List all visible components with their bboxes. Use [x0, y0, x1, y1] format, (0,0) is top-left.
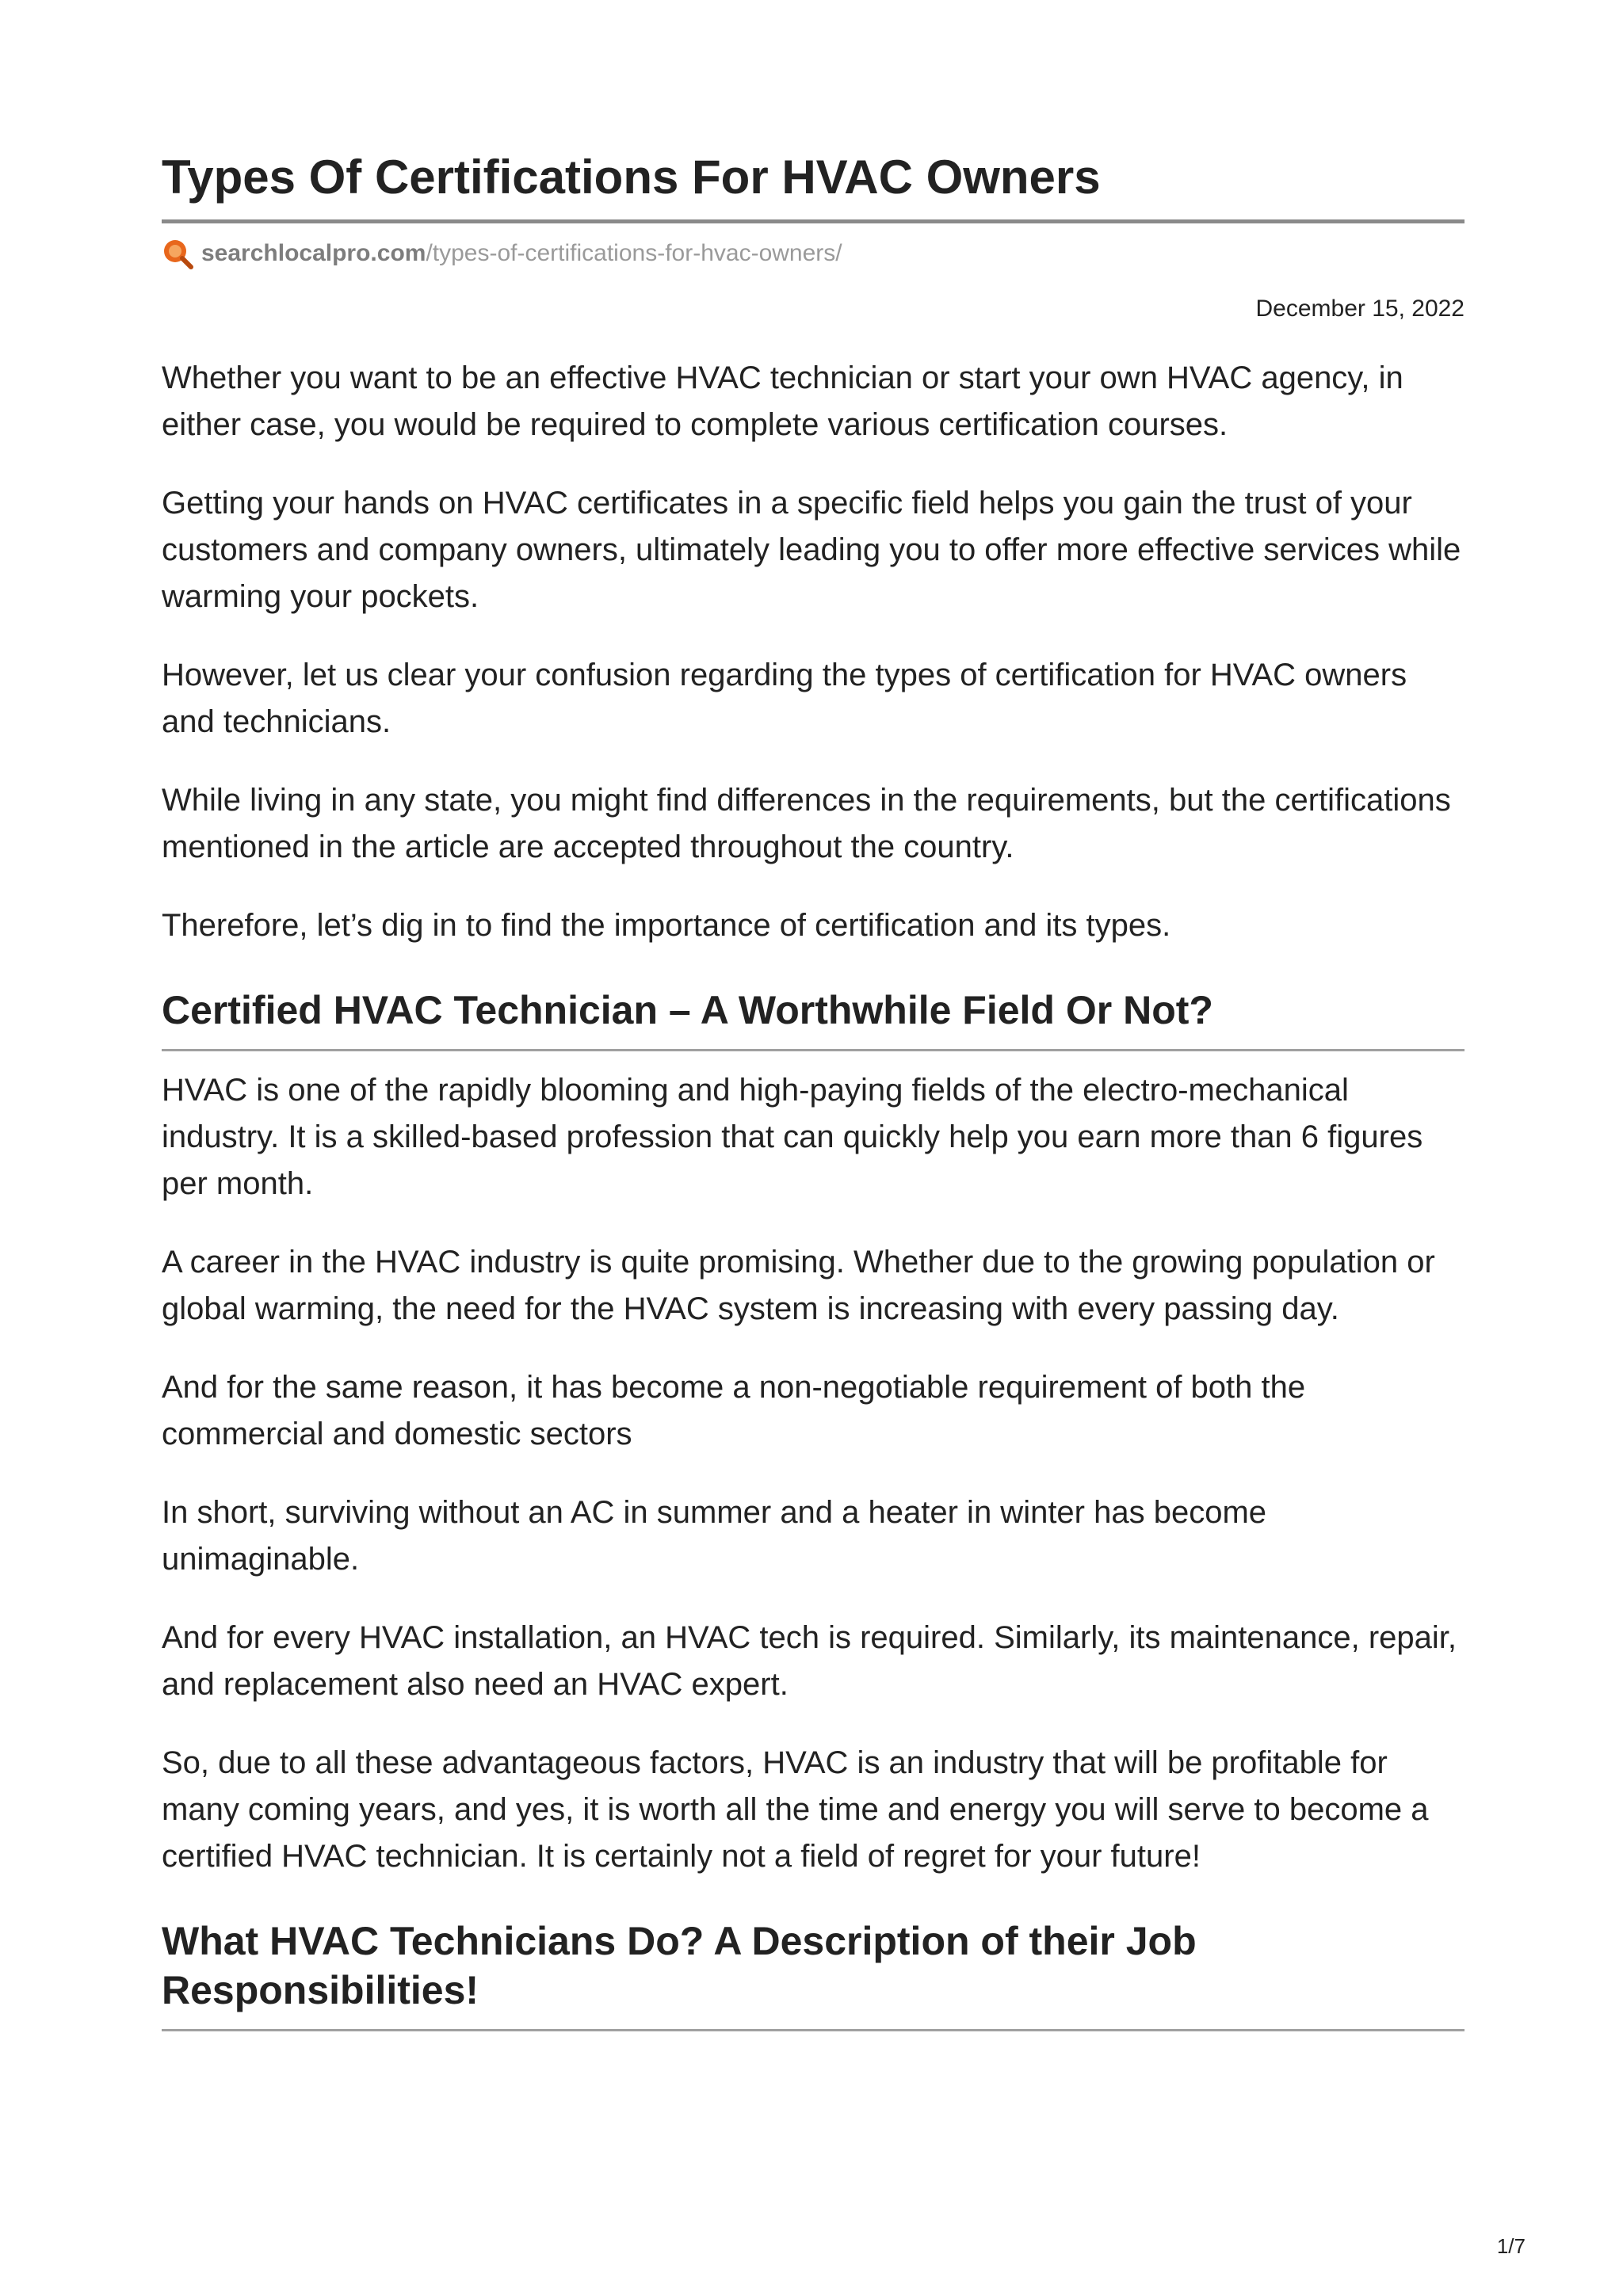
source-line [162, 236, 1465, 271]
document-page [162, 151, 1465, 2031]
section-1-paragraph-3: And for the same reason, it has become a non-negotiable requirement of both the commercial and domestic sectors [162, 1370, 1306, 1452]
section-1-paragraph-6: So, due to all these advantageous factors, HVAC is an industry that will be profitable for many coming years, and yes, it is worth all the time and energy you will serve to become a certified HVAC technician. It is certainly not a field of regret for your future! [162, 1745, 1429, 1875]
section-1-paragraph-5: And for every HVAC installation, an HVAC tech is required. Similarly, its maintenance, repair, and replacement also need an HVAC expert. [162, 1620, 1457, 1703]
section-1-paragraph-4: In short, surviving without an AC in summer and a heater in winter has become unimaginable. [162, 1495, 1267, 1577]
intro-paragraph-3: However, let us clear your confusion regarding the types of certification for HVAC owners and technicians. [162, 658, 1407, 740]
intro-paragraph-5: Therefore, let’s dig in to find the importance of certification and its types. [162, 908, 1171, 944]
publish-date: December 15, 2022 [1255, 296, 1465, 322]
intro-paragraph-1: Whether you want to be an effective HVAC technician or start your own HVAC agency, in either case, you would be required to complete various certification courses. [162, 360, 1403, 443]
document-title: Types Of Certifications For HVAC Owners [162, 151, 1465, 223]
source-path: /types-of-certifications-for-hvac-owners/ [426, 240, 842, 267]
section-heading-1: Certified HVAC Technician – A Worthwhile Field Or Not? [162, 986, 1465, 1051]
intro-paragraph-4: While living in any state, you might find differences in the requirements, but the certifications mentioned in the article are accepted throughout the country. [162, 783, 1451, 865]
section-1-paragraph-2: A career in the HVAC industry is quite promising. Whether due to the growing population or global warming, the need for the HVAC system is increasing with every passing day. [162, 1245, 1435, 1327]
intro-paragraph-2: Getting your hands on HVAC certificates in a specific field helps you gain the trust of your customers and company owners, ultimately leading you to offer more effective services while warming your pockets. [162, 486, 1461, 615]
section-heading-2: What HVAC Technicians Do? A Description of their Job Responsibilities! [162, 1917, 1465, 2031]
source-domain: searchlocalpro.com [201, 240, 426, 267]
source-url-link[interactable] [201, 236, 842, 271]
section-1-paragraph-1: HVAC is one of the rapidly blooming and high-paying fields of the electro-mechanical industry. It is a skilled-based profession that can quickly help you earn more than 6 figures per month. [162, 1073, 1423, 1202]
page-number: 1/7 [1496, 2234, 1526, 2258]
search-logo-icon [162, 238, 193, 269]
